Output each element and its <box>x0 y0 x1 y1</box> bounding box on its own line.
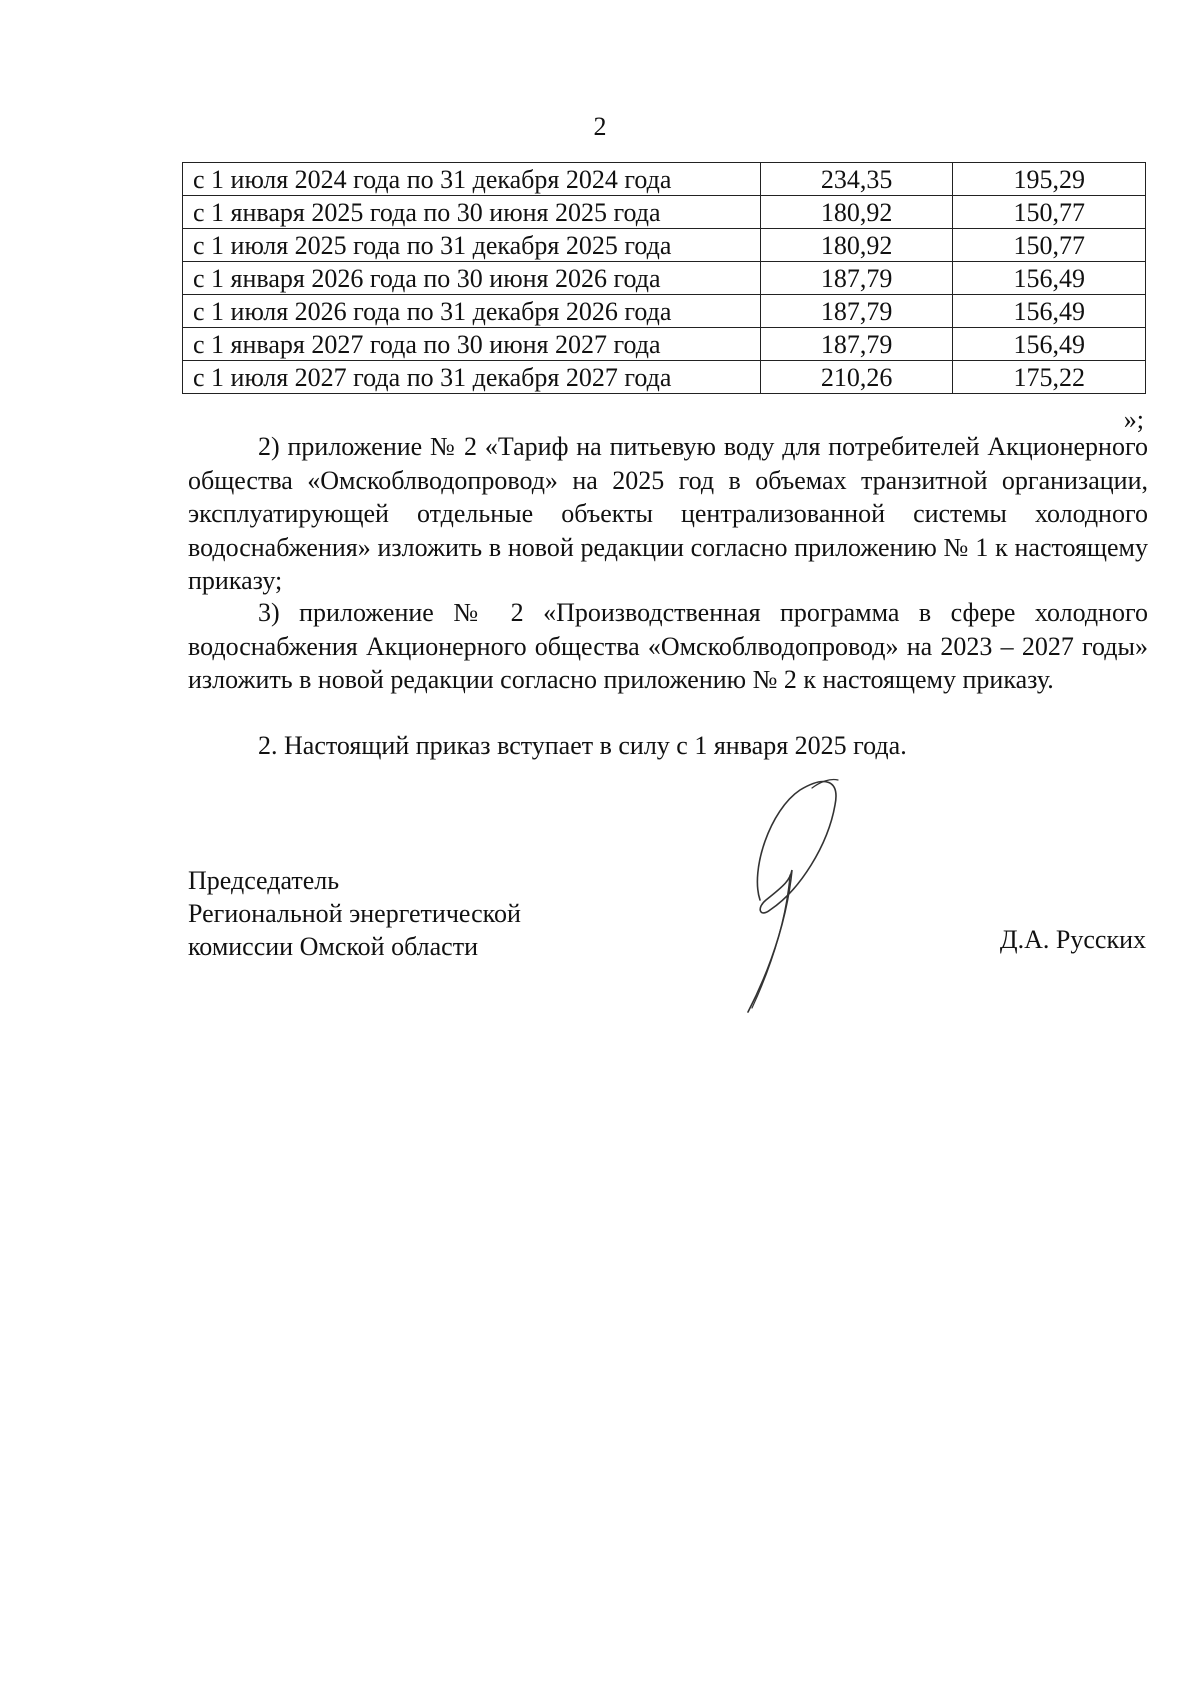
value-cell: 180,92 <box>760 229 953 262</box>
period-cell: с 1 января 2025 года по 30 июня 2025 года <box>183 196 761 229</box>
period-cell: с 1 июля 2027 года по 31 декабря 2027 года <box>183 361 761 394</box>
handwritten-signature <box>730 750 880 1020</box>
position-line: Председатель <box>188 866 340 895</box>
paragraph-item-3: 3) приложение № 2 «Производственная программа в сфере холодного водоснабжения Акционерного общества «Омскоблводопровод» на 2023 – 2027 годы» изложить в новой редакции согласно приложению № 2 к настоящему приказу. <box>188 598 1148 694</box>
value-cell: 156,49 <box>953 328 1146 361</box>
value-cell: 210,26 <box>760 361 953 394</box>
table-row <box>183 361 1146 394</box>
value-cell: 180,92 <box>760 196 953 229</box>
value-cell: 234,35 <box>760 163 953 196</box>
value-cell: 187,79 <box>760 295 953 328</box>
value-cell: 156,49 <box>953 262 1146 295</box>
table-row <box>183 295 1146 328</box>
period-cell: с 1 января 2027 года по 30 июня 2027 года <box>183 328 761 361</box>
value-cell: 187,79 <box>760 262 953 295</box>
table-row <box>183 328 1146 361</box>
table-row <box>183 262 1146 295</box>
period-cell: с 1 июля 2024 года по 31 декабря 2024 года <box>183 163 761 196</box>
period-cell: с 1 июля 2025 года по 31 декабря 2025 года <box>183 229 761 262</box>
position-line: Региональной энергетической <box>188 899 521 928</box>
position-line: комиссии Омской области <box>188 932 478 961</box>
page-number: 2 <box>593 112 607 141</box>
period-cell: с 1 января 2026 года по 30 июня 2026 года <box>183 262 761 295</box>
paragraph-item-2: 2) приложение № 2 «Тариф на питьевую воду для потребителей Акционерного общества «Омскоблводопровод» на 2025 год в объемах транзитной организации, эксплуатирующей отдельные объекты централизованной системы холодного водоснабжения» изложить в новой редакции согласно приложению № 1 к настоящему приказу; <box>188 432 1148 595</box>
value-cell: 150,77 <box>953 229 1146 262</box>
table-row <box>183 196 1146 229</box>
table-closing-quote: »; <box>1123 405 1144 434</box>
signatory-position <box>188 864 521 963</box>
value-cell: 195,29 <box>953 163 1146 196</box>
value-cell: 150,77 <box>953 196 1146 229</box>
period-cell: с 1 июля 2026 года по 31 декабря 2026 года <box>183 295 761 328</box>
value-cell: 156,49 <box>953 295 1146 328</box>
tariff-table <box>182 162 1146 394</box>
value-cell: 187,79 <box>760 328 953 361</box>
signatory-name: Д.А. Русских <box>999 925 1146 954</box>
value-cell: 175,22 <box>953 361 1146 394</box>
table-row <box>183 163 1146 196</box>
paragraph-point-2: 2. Настоящий приказ вступает в силу с 1 января 2025 года. <box>258 731 907 760</box>
table-row <box>183 229 1146 262</box>
